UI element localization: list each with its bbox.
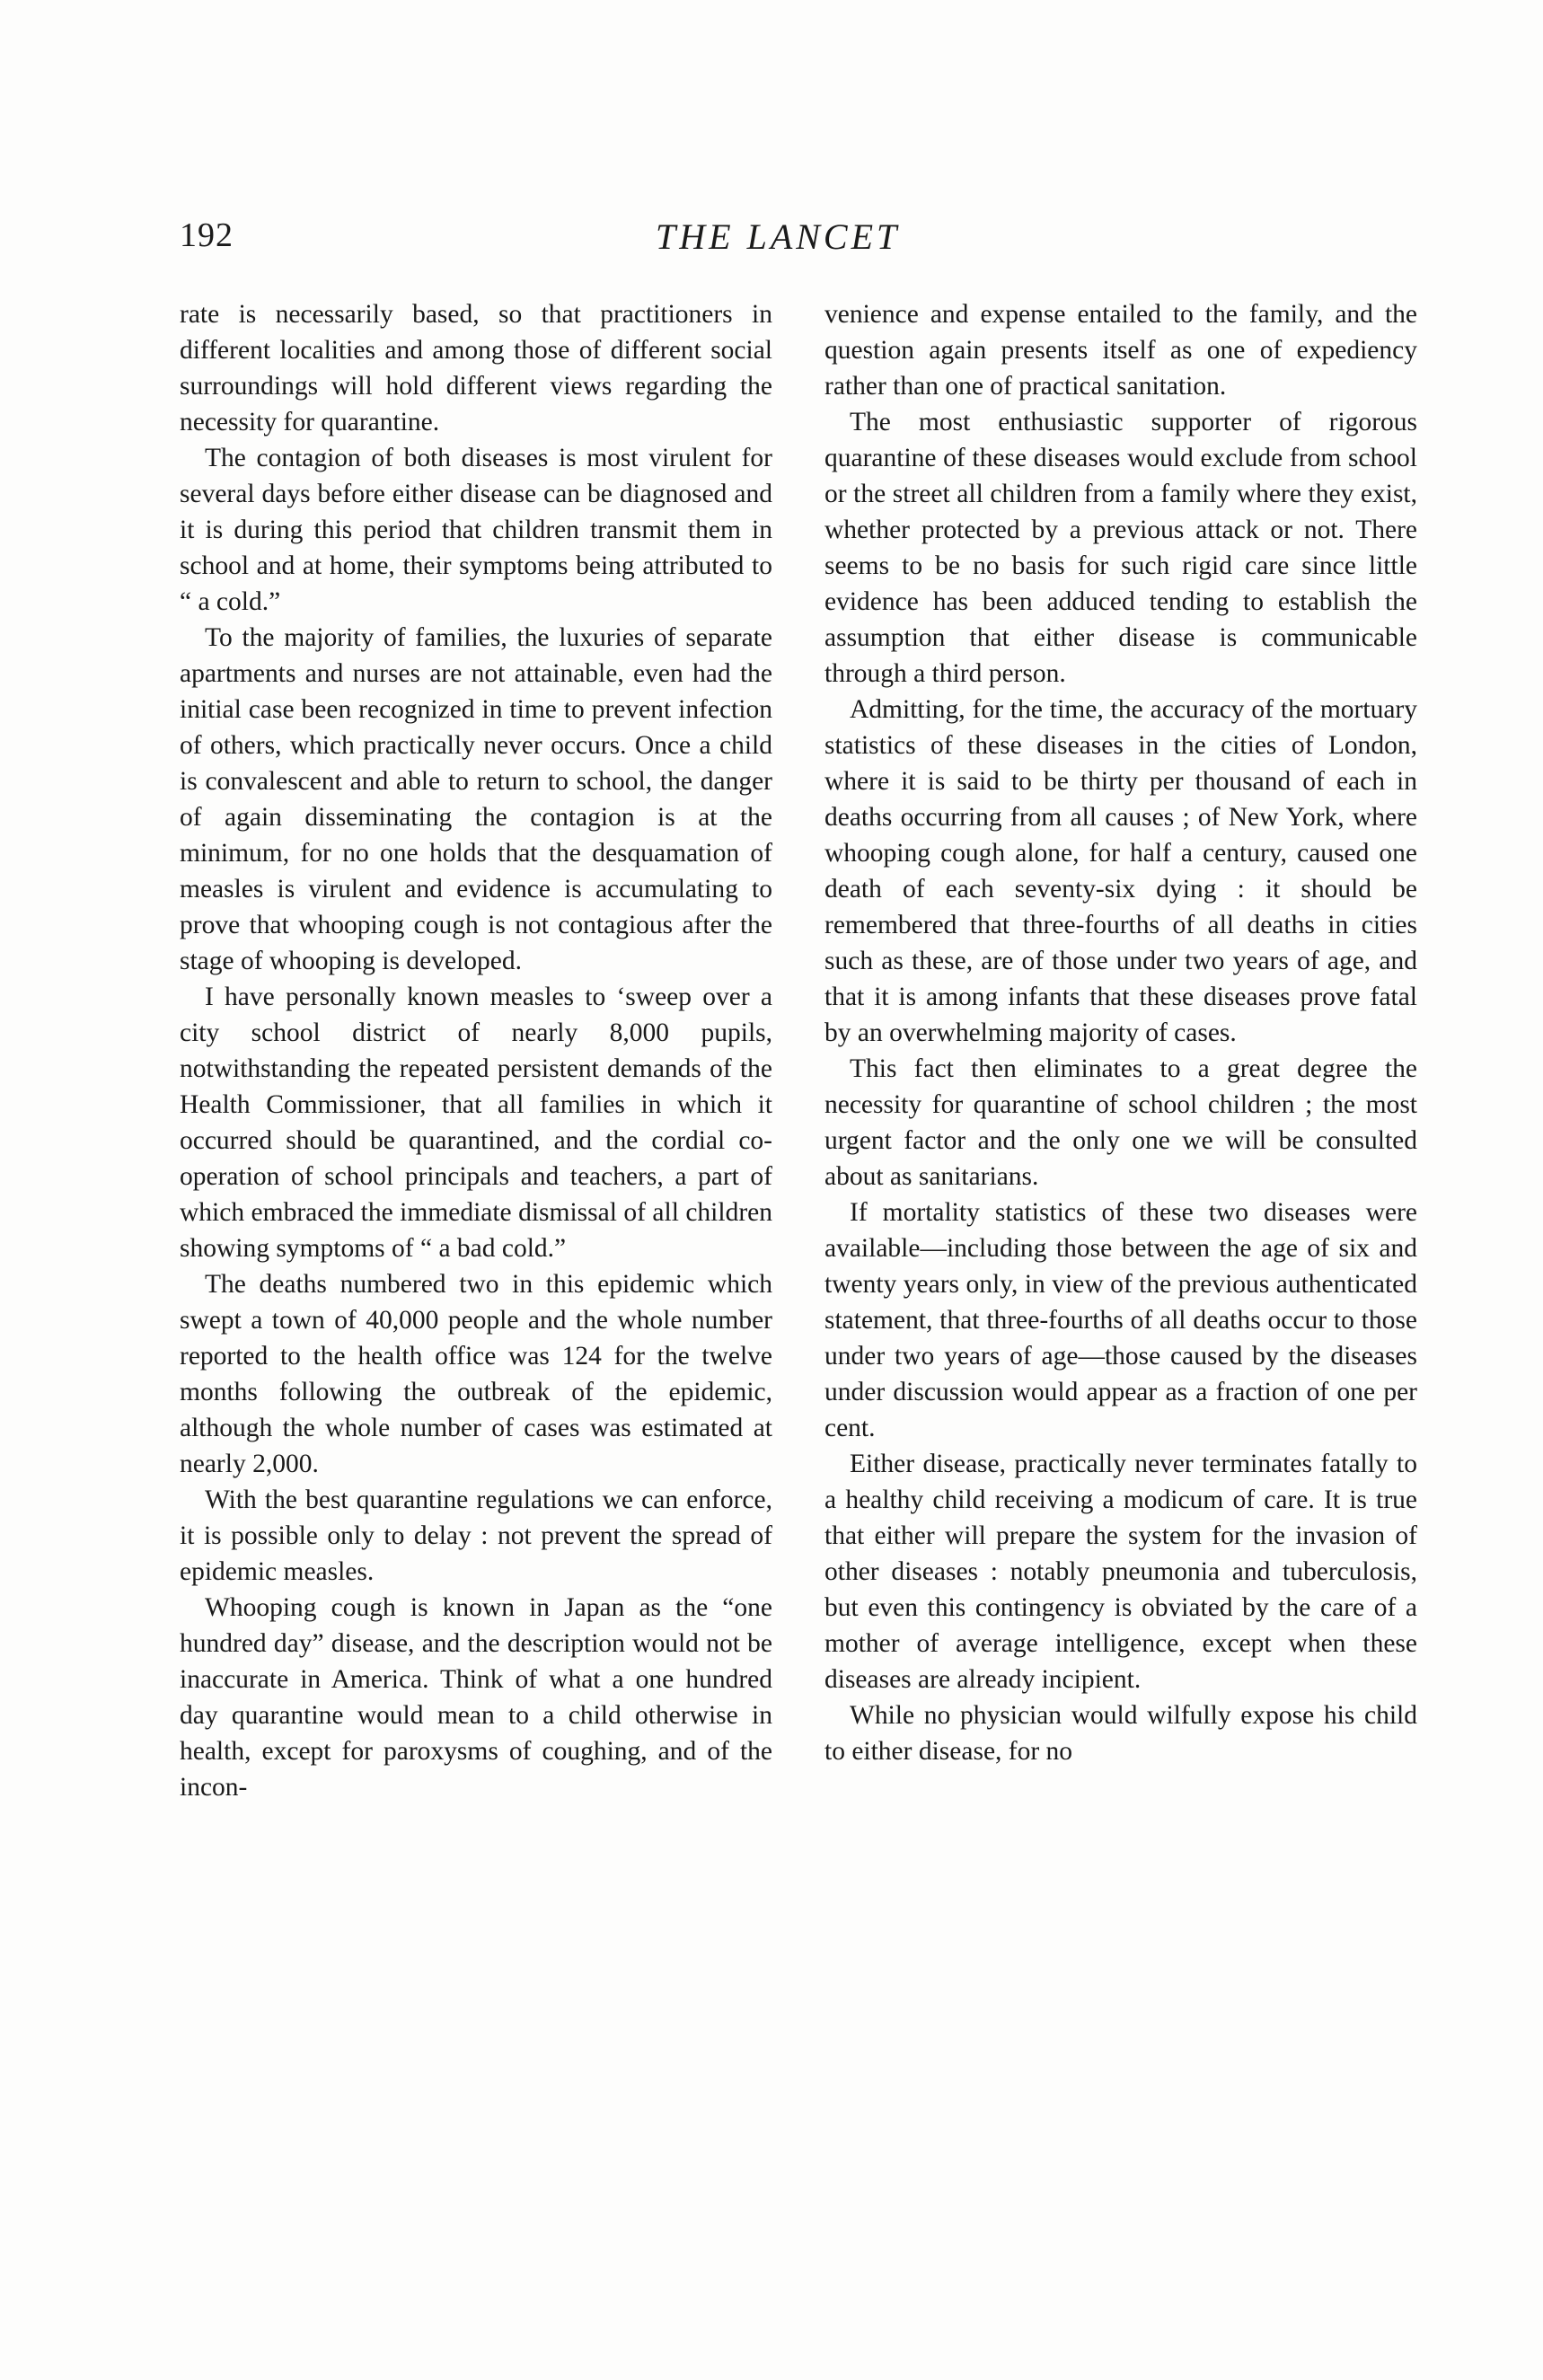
left-column bbox=[180, 296, 772, 1805]
paragraph: Whooping cough is known in Japan as the “one hundred day” disease, and the description would not be inaccurate in America. Think of what a one hundred day quarantine would mean to a child otherwise in health, except for paroxysms of coughing, and of the incon- bbox=[180, 1593, 772, 1802]
paragraph: venience and expense entailed to the family, and the question again presents itself as one of expediency rather than one of practical sanitation. bbox=[824, 300, 1417, 401]
paragraph: To the majority of families, the luxuries of separate apartments and nurses are not attainable, even had the initial case been recognized in time to prevent infection of others, which practically never occurs. Once a child is convalescent and able to return to school, the danger of again disseminating the contagion is at the minimum, for no one holds that the desquamation of measles is virulent and evidence is accumulating to prove that whooping cough is not contagious after the stage of whooping is developed. bbox=[180, 623, 772, 975]
paragraph: If mortality statistics of these two diseases were available—including those between the age of six and twenty years only, in view of the previous authenticated statement, that three-fourths of all deaths occur to those under two years of age—those caused by the diseases under discussion would appear as a fraction of one per cent. bbox=[824, 1198, 1417, 1442]
paragraph: While no physician would wilfully expose his child to either disease, for no bbox=[824, 1701, 1417, 1766]
paragraph: With the best quarantine regulations we can enforce, it is possible only to delay : not prevent the spread of epidemic measles. bbox=[180, 1485, 772, 1586]
right-column bbox=[824, 296, 1417, 1769]
paragraph: The most enthusiastic supporter of rigorous quarantine of these diseases would exclude from school or the street all children from a family where they exist, whether protected by a previous attack or not. There seems to be no basis for such rigid care since little evidence has been adduced tending to establish the assumption that either disease is communicable through a third person. bbox=[824, 408, 1417, 688]
paragraph: I have personally known measles to ‘sweep over a city school district of nearly 8,000 pupils, notwithstanding the repeated persistent demands of the Health Commissioner, that all families in which it occurred should be quarantined, and the cordial co-operation of school principals and teachers, a part of which embraced the immediate dismissal of all children showing symptoms of “ a bad cold.” bbox=[180, 983, 772, 1263]
paragraph: The contagion of both diseases is most virulent for several days before either disease can be diagnosed and it is during this period that children transmit them in school and at home, their symptoms being attributed to “ a cold.” bbox=[180, 444, 772, 616]
paragraph: Admitting, for the time, the accuracy of the mortuary statistics of these diseases in the cities of London, where it is said to be thirty per thousand of each in deaths occurring from all causes ; of New York, where whooping cough alone, for half a century, caused one death of each seventy-six dying : it should be remembered that three-fourths of all deaths in cities such as these, are of those under two years of age, and that it is among infants that these diseases prove fatal by an overwhelming majority of cases. bbox=[824, 695, 1417, 1047]
page-number: 192 bbox=[180, 216, 234, 254]
running-title: THE LANCET bbox=[656, 216, 901, 257]
paragraph: The deaths numbered two in this epidemic which swept a town of 40,000 people and the whole number reported to the health office was 124 for the twelve months following the outbreak of the epidemic, although the whole number of cases was estimated at nearly 2,000. bbox=[180, 1270, 772, 1478]
paragraph: Either disease, practically never terminates fatally to a healthy child receiving a modicum of care. It is true that either will prepare the system for the invasion of other diseases : notably pneumonia and tuberculosis, but even this contingency is obviated by the care of a mother of average intelligence, except when these diseases are already incipient. bbox=[824, 1450, 1417, 1694]
paragraph: rate is necessarily based, so that practitioners in different localities and among those of different social surroundings will hold different views regarding the necessity for quarantine. bbox=[180, 300, 772, 436]
paragraph: This fact then eliminates to a great degree the necessity for quarantine of school children ; the most urgent factor and the only one we will be consulted about as sanitarians. bbox=[824, 1054, 1417, 1191]
page-header bbox=[180, 216, 1437, 269]
